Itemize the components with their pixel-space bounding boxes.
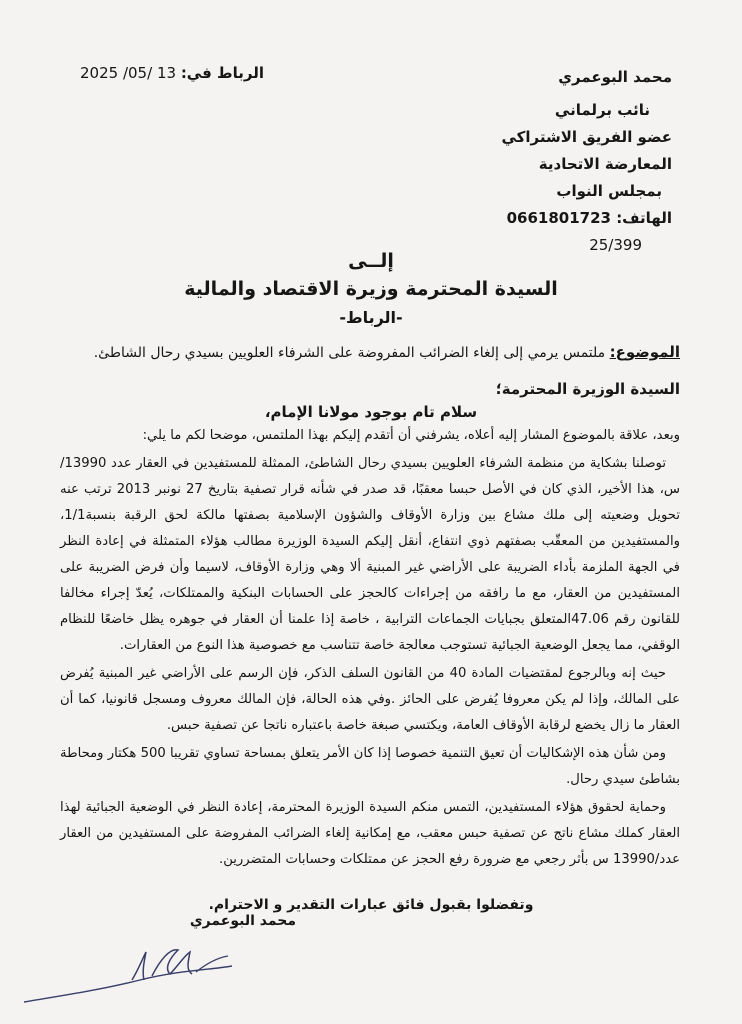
letter-body [60, 423, 680, 873]
paragraph-intro: وبعد، علاقة بالموضوع المشار إليه أعلاه، يشرفني أن أتقدم إليكم بهذا الملتمس، موضحا لكم ما يلي: [142, 428, 680, 443]
subject-line [40, 343, 680, 361]
sender-role: نائب برلماني [554, 101, 650, 119]
handwritten-signature [20, 930, 250, 1010]
phone-label: الهاتف: [616, 209, 672, 227]
paragraph-legal: حيث إنه وبالرجوع لمقتضيات المادة 40 من القانون السلف الذكر، فإن الرسم على الأراضي غير المبنية يُفرض على المالك، وإذا لم يكن معروفا يُفرض على الحائز .وفي هذه الحالة، فإن المالك معروف ومسجل قانونيا، كما أن العقار ما زال يخضع لرقابة الأوقاف العامة، ويكتسي صبغة خاصة باعتباره ناتجا عن تصفية حبس. [60, 666, 680, 733]
sender-chamber: بمجلس النواب [556, 182, 662, 200]
reference-number: 25/399 [589, 236, 642, 254]
subject-text: ملتمس يرمي إلى إلغاء الضرائب المفروضة على الشرفاء العلويين بسيدي رحال الشاطئ. [93, 345, 606, 361]
paragraph-complaint: توصلنا بشكاية من منظمة الشرفاء العلويين بسيدي رحال الشاطئ، الممثلة للمستفيدين في العقار عدد 13990/س، هذا الأخير، الذي كان في الأصل حبسا معقبًا، قد صدر في شأنه قرار تصفية بتاريخ 27 نونبر 2013 ترتب عنه تحويل وضعيته إلى ملك مشاع بين وزارة الأوقاف والشؤون الإسلامية بصفتها مالكة لحق الرقبة بنسبة1/1، والمستفيدين من المعقّب بصفتهم ذوي انتفاع، أنقل إليكم السيدة الوزيرة مطالب هؤلاء المتمثلة في إعادة النظر في الجهة الملزمة بأداء الضريبة على الأراضي غير المبنية ألا وهي وزارة الأوقاف، لاسيما وأن فرض الضريبة على المستفيدين من العقار، مع ما رافقه من إجراءات كالحجز على الحسابات البنكية والممتلكات، يُعدّ إجراء مخالفا للقانون رقم 47.06المتعلق بجبايات الجماعات الترابية ، خاصة إذا علمنا أن العقار في جوهره يظل خاضعًا للنظام الوقفي، مما يجعل الوضعية الجبائية تستوجب معالجة خاصة تتناسب مع خصوصية هذا النوع من العقارات. [60, 456, 681, 653]
sender-phone-line [342, 205, 672, 232]
sender-block [342, 64, 672, 259]
closing-line: وتفضلوا بقبول فائق عبارات التقدير و الاحترام. [208, 897, 534, 913]
sender-name: محمد البوعمري [558, 68, 672, 86]
paragraph-request: وحماية لحقوق هؤلاء المستفيدين، التمس منكم السيدة الوزيرة المحترمة، إعادة النظر في الوضعية الجبائية لهذا العقار كملك مشاع ناتج عن تصفية حبس معقب، مع إمكانية إلغاء الضرائب المفروضة على المستفيدين من العقار عدد/13990 س بأثر رجعي مع ضرورة رفع الحجز عن ممتلكات وحسابات المتضررين. [60, 800, 680, 867]
recipient-title: السيدة المحترمة وزيرة الاقتصاد والمالية [184, 278, 558, 300]
subject-label: الموضوع: [609, 343, 680, 361]
date-label: الرباط في: [180, 64, 264, 82]
peace-greeting: سلام تام بوجود مولانا الإمام، [264, 403, 478, 421]
recipient-city: -الرباط- [339, 308, 403, 327]
salutation: السيدة الوزيرة المحترمة؛ [495, 380, 680, 398]
signatory-name: محمد البوعمري [189, 913, 296, 929]
recipient-to: إلــى [348, 250, 394, 272]
date-line [80, 64, 264, 82]
date-value: 13 /05/ 2025 [80, 64, 177, 82]
sender-opposition: المعارضة الاتحادية [538, 155, 672, 173]
sender-group: عضو الفريق الاشتراكي [501, 128, 672, 146]
paragraph-development: ومن شأن هذه الإشكاليات أن تعيق التنمية خصوصا إذا كان الأمر يتعلق بمساحة تساوي تقريبا 500 هكتار ومحاطة بشاطئ سيدي رحال. [60, 746, 680, 787]
recipient-block [0, 250, 742, 327]
phone-number: 0661801723 [506, 209, 611, 227]
